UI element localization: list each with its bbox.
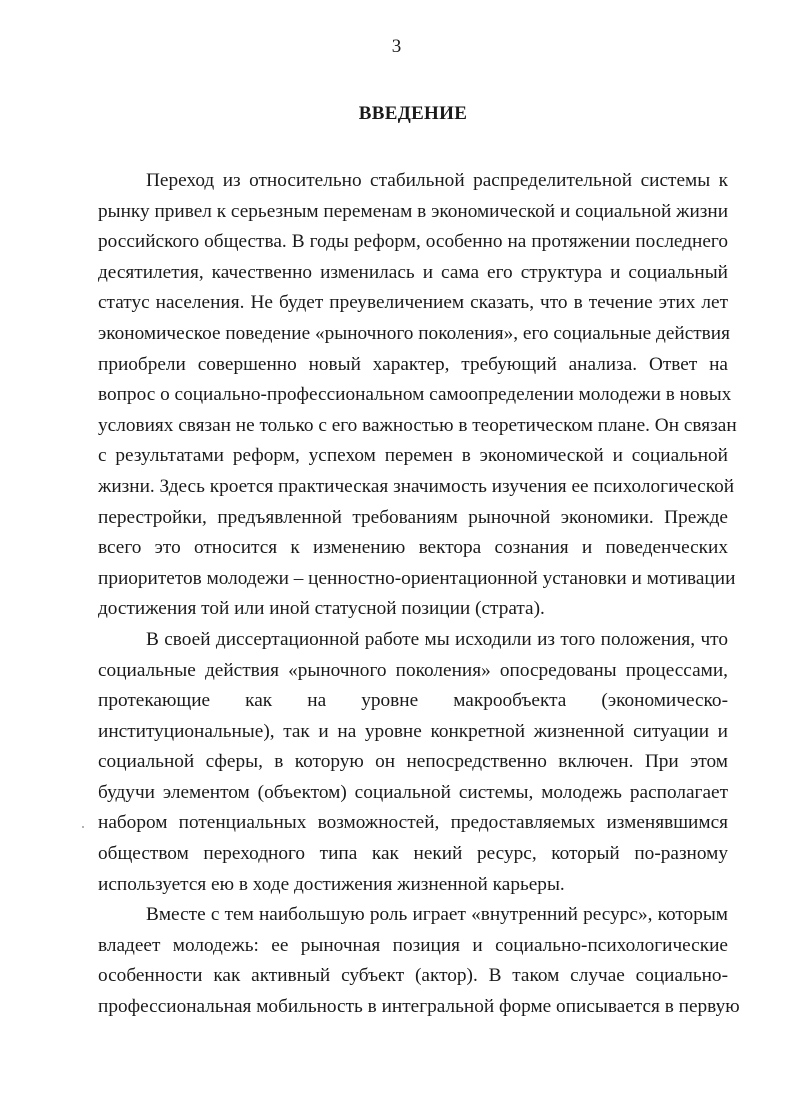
text-line: В своей диссертационной работе мы исходили из того положения, что (146, 628, 728, 650)
text-line: Вместе с тем наибольшую роль играет «внутренний ресурс», которым (146, 904, 728, 926)
text-line: обществом переходного типа как некий ресурс, который по-разному (98, 843, 728, 865)
text-line: набором потенциальных возможностей, предоставляемых изменявшимся (98, 812, 728, 834)
text-line: профессиональная мобильность в интегральной форме описывается в первую (98, 996, 740, 1018)
text-line: владеет молодежь: ее рыночная позиция и социально-психологические (98, 934, 728, 956)
text-line: перестройки, предъявленной требованиям рыночной экономики. Прежде (98, 506, 728, 528)
text-line: всего это относится к изменению вектора сознания и поведенческих (98, 537, 728, 559)
text-line: с результатами реформ, успехом перемен в экономической и социальной (98, 445, 728, 467)
text-line: Переход из относительно стабильной распределительной системы к (146, 170, 728, 191)
text-line: жизни. Здесь кроется практическая значимость изучения ее психологической (98, 475, 735, 497)
text-line: будучи элементом (объектом) социальной системы, молодежь располагает (98, 781, 728, 803)
section-heading: ВВЕДЕНИЕ (358, 103, 468, 124)
paragraph-1 (98, 166, 737, 625)
body-text (98, 166, 740, 1023)
paragraph-2 (98, 625, 728, 900)
text-line: используется ею в ходе достижения жизненной карьеры. (98, 873, 565, 895)
text-line: институциональные), так и на уровне конкретной жизненной ситуации и (98, 720, 728, 742)
text-line: экономическое поведение «рыночного поколения», его социальные действия (98, 322, 730, 344)
text-line: российского общества. В годы реформ, особенно на протяжении последнего (98, 231, 728, 253)
text-line: социальные действия «рыночного поколения» опосредованы процессами, (98, 659, 728, 681)
text-line: достижения той или иной статусной позиции (страта). (98, 598, 545, 620)
text-line: протекающие как на уровне макрообъекта (экономическо- (98, 690, 728, 712)
paragraph-3 (98, 900, 740, 1022)
text-line: условиях связан не только с его важностью в теоретическом плане. Он связан (98, 414, 737, 436)
text-line: приоритетов молодежи – ценностно-ориентационной установки и мотивации (98, 567, 736, 589)
page-number: 3 (391, 36, 402, 57)
text-line: особенности как активный субъект (актор). В таком случае социально- (98, 965, 728, 987)
text-line: социальной сферы, в которую он непосредственно включен. При этом (98, 751, 728, 773)
text-line: приобрели совершенно новый характер, требующий анализа. Ответ на (98, 353, 728, 375)
text-line: статус населения. Не будет преувеличением сказать, что в течение этих лет (98, 292, 728, 314)
scan-artifact (82, 826, 84, 828)
text-line: рынку привел к серьезным переменам в экономической и социальной жизни (98, 200, 729, 222)
text-line: вопрос о социально-профессиональном самоопределении молодежи в новых (98, 384, 732, 406)
text-line: десятилетия, качественно изменилась и сама его структура и социальный (98, 261, 728, 283)
